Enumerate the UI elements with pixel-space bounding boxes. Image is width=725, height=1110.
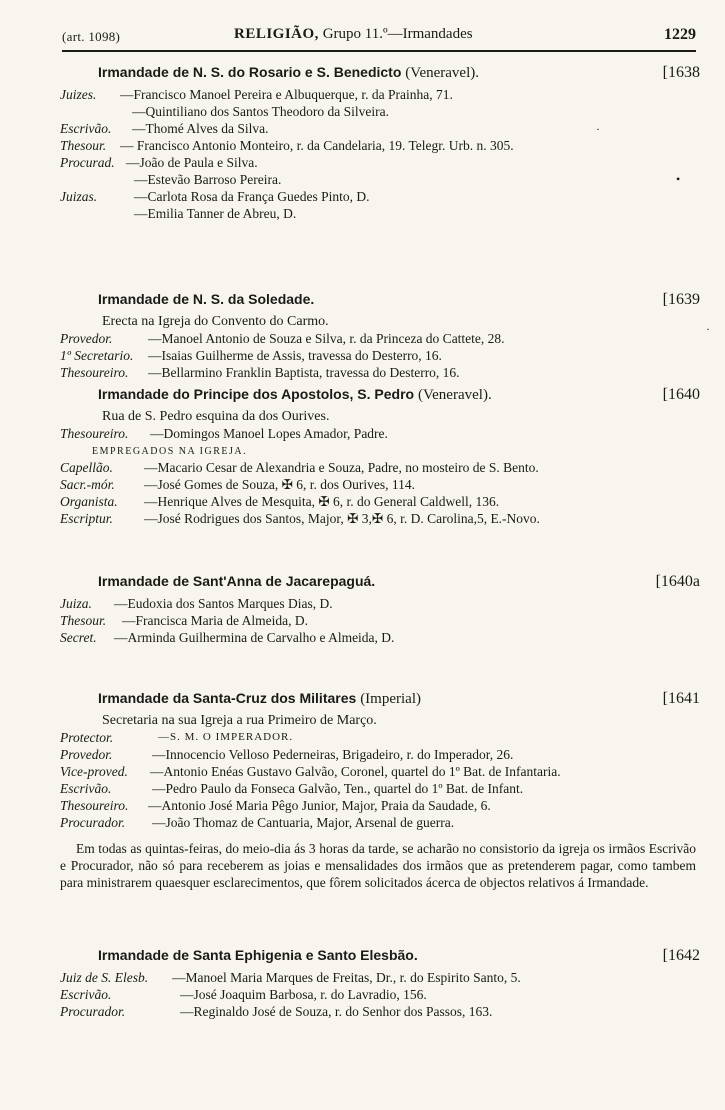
officer-value: —Isaias Guilherme de Assis, travessa do Desterro, 16.: [148, 348, 442, 363]
officer-value: —Quintiliano dos Santos Theodoro da Silveira.: [132, 104, 389, 119]
officer-value: —Manoel Antonio de Souza e Silva, r. da Princeza do Cattete, 28.: [148, 331, 505, 346]
officer-role: Juiz de S. Elesb.: [60, 970, 149, 985]
officer-value: —José Joaquim Barbosa, r. do Lavradio, 156.: [180, 987, 427, 1002]
officer-row: [60, 986, 700, 1003]
officer-row: [60, 729, 700, 746]
officer-row: [60, 814, 700, 831]
print-speck: ·: [596, 122, 600, 136]
officer-value: —Emilia Tanner de Abreu, D.: [134, 206, 297, 221]
officer-value: —Innocencio Velloso Pederneiras, Brigadeiro, r. do Imperador, 26.: [152, 747, 514, 762]
officer-value: — Francisco Antonio Monteiro, r. da Candelaria, 19. Telegr. Urb. n. 305.: [120, 138, 514, 153]
staff-role: Organista.: [60, 494, 118, 509]
officer-row: [60, 969, 700, 986]
officer-row: [60, 137, 700, 154]
running-title-rest: Grupo 11.º—Irmandades: [322, 26, 473, 42]
entry-name: Irmandade de Santa Ephigenia e Santo Elesbão.: [98, 947, 418, 963]
entry-qualifier: (Imperial): [360, 691, 421, 707]
entry-number: [1641: [662, 690, 700, 707]
officer-role: Juizas.: [60, 189, 98, 204]
officer-role: Provedor.: [60, 331, 113, 346]
entry-1639: [60, 291, 700, 381]
staff-role: Capellão.: [60, 460, 113, 475]
officer-value: —Estevão Barroso Pereira.: [134, 172, 282, 187]
entry-1638: [60, 64, 700, 222]
officer-value: —Eudoxia dos Santos Marques Dias, D.: [114, 596, 333, 611]
officer-role: Thesoureiro.: [60, 426, 129, 441]
officer-row: [60, 364, 700, 381]
running-title: [234, 26, 473, 43]
entry-title: [60, 573, 700, 595]
staff-row: [60, 510, 700, 527]
entry-title: [60, 947, 700, 969]
officer-role: Thesour.: [60, 138, 107, 153]
entry-number: [1642: [662, 947, 700, 964]
note-paragraph: Em todas as quintas-feiras, do meio-dia ás 3 horas da tarde, se acharão no consistorio da igreja os irmãos Escrivão e Procurador, não só para receberem as joias e mensalidades dos irmãos que as pretenderem pagar, como tambem para ministrarem quaesquer esclarecimentos, que fôrem solicitados ácerca de objectos relativos á Irmandade.: [60, 841, 696, 890]
header-rule: [62, 50, 696, 52]
officer-value: —Pedro Paulo da Fonseca Galvão, Ten., quartel do 1º Bat. de Infant.: [152, 781, 524, 796]
officer-value: —Thomé Alves da Silva.: [132, 121, 269, 136]
staff-value: —Macario Cesar de Alexandria e Souza, Padre, no mosteiro de S. Bento.: [144, 460, 539, 475]
article-range: (art. 1098): [62, 29, 121, 44]
staff-value: —Henrique Alves de Mesquita, ✠ 6, r. do General Caldwell, 136.: [144, 494, 500, 509]
officer-value: —Manoel Maria Marques de Freitas, Dr., r. do Espirito Santo, 5.: [172, 970, 521, 985]
running-title-bold: RELIGIÃO,: [234, 26, 319, 42]
entry-1641-note: [60, 840, 696, 891]
officer-value: —Domingos Manoel Lopes Amador, Padre.: [150, 426, 388, 441]
officer-role: Thesour.: [60, 613, 107, 628]
officer-row: [60, 1003, 700, 1020]
officer-role: Thesoureiro.: [60, 798, 129, 813]
officer-role: Procurad.: [60, 155, 115, 170]
officer-value: —João Thomaz de Cantuaria, Major, Arsenal de guerra.: [152, 815, 455, 830]
entry-qualifier: (Veneravel).: [417, 387, 492, 403]
officer-value: —Francisco Manoel Pereira e Albuquerque, r. da Prainha, 71.: [120, 87, 453, 102]
officer-row: [60, 103, 700, 120]
entry-1641: [60, 690, 700, 831]
officer-row: [60, 154, 700, 171]
entry-subtitle: Rua de S. Pedro esquina da dos Ourives.: [102, 409, 330, 424]
entry-number: [1639: [662, 291, 700, 308]
entry-1642: [60, 947, 700, 1020]
staff-role: Sacr.-mór.: [60, 477, 115, 492]
page-number: 1229: [664, 26, 696, 43]
officer-role: Protector.: [60, 730, 114, 745]
officer-value: —Antonio José Maria Pêgo Junior, Major, Praia da Saudade, 6.: [148, 798, 491, 813]
entry-number: [1640: [662, 386, 700, 403]
entry-name: Irmandade da Santa-Cruz dos Militares: [98, 690, 357, 706]
officer-row: [60, 86, 700, 103]
entry-1640a: [60, 573, 700, 646]
staff-row: [60, 459, 700, 476]
entry-title: [60, 291, 700, 313]
print-speck: ·: [706, 322, 710, 336]
officer-role: Escrivão.: [60, 121, 112, 136]
officer-value: —Francisca Maria de Almeida, D.: [122, 613, 308, 628]
staff-value: —José Gomes de Souza, ✠ 6, r. dos Ourives, 114.: [144, 477, 416, 492]
officer-role: Vice-proved.: [60, 764, 128, 779]
entry-name: Irmandade de Sant'Anna de Jacarepaguá.: [98, 573, 376, 589]
officer-value: —Bellarmino Franklin Baptista, travessa do Desterro, 16.: [148, 365, 460, 380]
entry-1640: [60, 386, 700, 527]
officer-row: [60, 330, 700, 347]
running-header: [62, 26, 696, 50]
entry-title: [60, 690, 700, 712]
entry-title: [60, 64, 700, 86]
officer-row: [60, 120, 700, 137]
entry-number: [1640a: [655, 573, 700, 590]
officer-row: [60, 629, 700, 646]
entry-qualifier: (Veneravel).: [405, 65, 480, 81]
officer-role: 1º Secretario.: [60, 348, 134, 363]
officer-value: —S. M. O IMPERADOR.: [158, 731, 294, 743]
officer-role: Juiza.: [60, 596, 92, 611]
officer-row: [60, 746, 700, 763]
officer-row: [60, 780, 700, 797]
officer-row: [60, 205, 700, 222]
officer-value: —Antonio Enéas Gustavo Galvão, Coronel, quartel do 1º Bat. de Infantaria.: [150, 764, 561, 779]
entry-title: [60, 386, 700, 408]
officer-row: [60, 797, 700, 814]
officer-row: [60, 347, 700, 364]
print-speck: •: [676, 172, 681, 186]
officer-role: Escrivão.: [60, 781, 112, 796]
staff-row: [60, 476, 700, 493]
officer-role: Juizes.: [60, 87, 97, 102]
staff-value: —José Rodrigues dos Santos, Major, ✠ 3,✠ 6, r. D. Carolina,5, E.-Novo.: [144, 511, 540, 526]
officer-row: [60, 188, 700, 205]
entry-name: Irmandade de N. S. da Soledade.: [98, 291, 315, 307]
staff-subheading: EMPREGADOS NA IGREJA.: [92, 446, 248, 457]
officer-role: Provedor.: [60, 747, 113, 762]
officer-value: —Carlota Rosa da França Guedes Pinto, D.: [134, 189, 370, 204]
officer-row: [60, 595, 700, 612]
officer-value: —Reginaldo José de Souza, r. do Senhor dos Passos, 163.: [180, 1004, 493, 1019]
staff-row: [60, 493, 700, 510]
officer-row: [60, 171, 700, 188]
officer-role: Thesoureiro.: [60, 365, 129, 380]
entry-subtitle: Secretaria na sua Igreja a rua Primeiro de Março.: [102, 713, 377, 728]
entry-name: Irmandade de N. S. do Rosario e S. Benedicto: [98, 64, 402, 80]
officer-role: Procurador.: [60, 1004, 126, 1019]
officer-role: Escrivão.: [60, 987, 112, 1002]
officer-row: [60, 425, 700, 442]
officer-role: Procurador.: [60, 815, 126, 830]
officer-value: —Arminda Guilhermina de Carvalho e Almeida, D.: [114, 630, 395, 645]
entry-number: [1638: [662, 64, 700, 81]
officer-row: [60, 612, 700, 629]
officer-row: [60, 763, 700, 780]
entry-subtitle: Erecta na Igreja do Convento do Carmo.: [102, 314, 329, 329]
staff-role: Escriptur.: [60, 511, 113, 526]
officer-role: Secret.: [60, 630, 97, 645]
entry-name: Irmandade do Principe dos Apostolos, S. Pedro: [98, 386, 415, 402]
officer-value: —João de Paula e Silva.: [126, 155, 258, 170]
